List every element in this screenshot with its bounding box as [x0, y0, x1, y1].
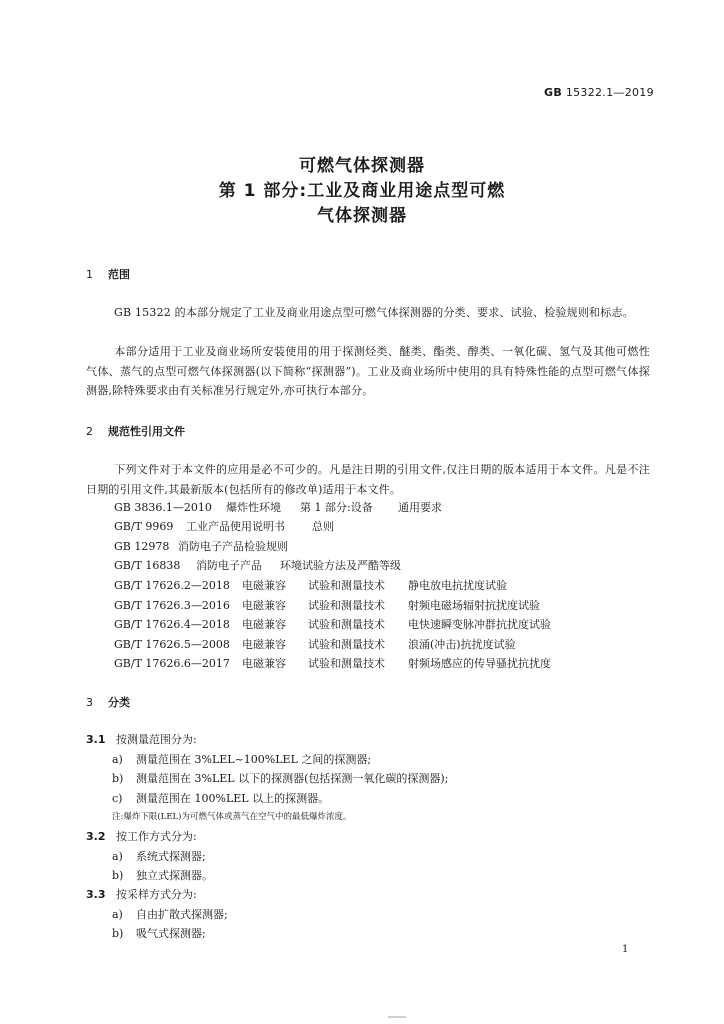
- reference-title-part: 试验和测量技术: [308, 657, 385, 670]
- subsection-text: 按采样方式分为:: [116, 888, 197, 901]
- reference-item: [114, 597, 540, 613]
- subsection-number: 3.2: [86, 830, 106, 843]
- page-number: 1: [622, 944, 629, 955]
- reference-item: [114, 577, 507, 593]
- reference-code: GB/T 17626.4—2018: [114, 618, 230, 631]
- reference-title-part: 电磁兼容: [242, 579, 286, 592]
- subsection-3-2: [86, 828, 197, 844]
- section-1-paragraph-2-text: 本部分适用于工业及商业场所安装使用的用于探测烃类、醚类、酯类、醇类、一氧化碳、氢气及其他可燃性气体、蒸气的点型可燃气体探测器(以下简称“探测器”)。工业及商业场所中使用的具有特殊性能的点型可燃气体探测器,除特殊要求由有关标准另行规定外,亦可执行本部分。: [86, 345, 650, 397]
- list-marker: b): [112, 869, 124, 882]
- reference-code: GB/T 16838: [114, 559, 181, 572]
- reference-title-part: 射频场感应的传导骚扰抗扰度: [408, 657, 551, 670]
- list-marker: b): [112, 772, 124, 785]
- reference-title-part: 试验和测量技术: [308, 579, 385, 592]
- title-line-2: 第 1 部分:工业及商业用途点型可燃: [218, 181, 506, 201]
- list-marker: a): [112, 908, 123, 921]
- list-text: 测量范围在 3%LEL 以下的探测器(包括探测一氧化碳的探测器);: [136, 772, 449, 785]
- reference-title-part: 射频电磁场辐射抗扰度试验: [408, 599, 540, 612]
- standard-prefix: GB: [544, 86, 563, 99]
- standard-number: [544, 86, 654, 99]
- section-1-paragraph-2: [86, 342, 650, 401]
- reference-code: GB/T 17626.3—2016: [114, 599, 230, 612]
- subsection-text: 按测量范围分为:: [116, 733, 197, 746]
- reference-title-part: 电快速瞬变脉冲群抗扰度试验: [408, 618, 551, 631]
- section-3-number: 3: [86, 696, 93, 709]
- subsection-3-1: [86, 731, 197, 747]
- reference-code: GB/T 17626.6—2017: [114, 657, 230, 670]
- reference-title-part: 试验和测量技术: [308, 638, 385, 651]
- list-text: 自由扩散式探测器;: [136, 908, 228, 921]
- reference-title-part: 通用要求: [398, 501, 442, 514]
- reference-item: [114, 616, 551, 632]
- reference-title-part: 工业产品使用说明书: [186, 520, 285, 533]
- section-1-paragraph-1-text: GB 15322 的本部分规定了工业及商业用途点型可燃气体探测器的分类、要求、试验、检验规则和标志。: [114, 306, 634, 319]
- reference-title-part: 总则: [312, 520, 334, 533]
- subsection-number: 3.3: [86, 888, 106, 901]
- reference-code: GB/T 9969: [114, 520, 174, 533]
- list-item: [112, 867, 213, 883]
- list-item: [112, 770, 448, 786]
- subsection-text: 按工作方式分为:: [116, 830, 197, 843]
- reference-title-part: 电磁兼容: [242, 638, 286, 651]
- section-2-paragraph: [86, 460, 650, 499]
- reference-title-part: 试验和测量技术: [308, 618, 385, 631]
- list-item: [112, 790, 329, 806]
- list-text: 测量范围在 100%LEL 以上的探测器。: [136, 792, 330, 805]
- section-2-number: 2: [86, 425, 93, 438]
- reference-title-part: 消防电子产品检验规则: [178, 540, 288, 553]
- reference-code: GB 3836.1—2010: [114, 501, 212, 514]
- title-line-1: 可燃气体探测器: [299, 156, 425, 176]
- reference-title-part: 电磁兼容: [242, 657, 286, 670]
- section-2-paragraph-text: 下列文件对于本文件的应用是必不可少的。凡是注日期的引用文件,仅注日期的版本适用于本文件。凡是不注日期的引用文件,其最新版本(包括所有的修改单)适用于本文件。: [86, 463, 650, 496]
- reference-item: [114, 518, 334, 534]
- list-text: 吸气式探测器;: [136, 927, 206, 940]
- list-marker: c): [112, 792, 123, 805]
- section-2-heading: [86, 423, 185, 439]
- section-3-title: 分类: [108, 696, 130, 709]
- list-item: [112, 906, 228, 922]
- reference-code: GB/T 17626.2—2018: [114, 579, 230, 592]
- list-item: [112, 751, 371, 767]
- section-1-number: 1: [86, 268, 93, 281]
- reference-title-part: 消防电子产品: [196, 559, 262, 572]
- reference-title-part: 电磁兼容: [242, 599, 286, 612]
- section-1-title: 范围: [108, 268, 130, 281]
- reference-item: [114, 538, 288, 554]
- section-1-heading: [86, 266, 130, 282]
- title-line-3: 气体探测器: [317, 206, 407, 226]
- standard-code: 15322.1—2019: [565, 86, 654, 99]
- reference-title-part: 第 1 部分:设备: [300, 501, 373, 514]
- reference-item: [114, 655, 551, 671]
- reference-title-part: 环境试验方法及严酷等级: [280, 559, 401, 572]
- reference-code: GB/T 17626.5—2008: [114, 638, 230, 651]
- list-marker: b): [112, 927, 124, 940]
- list-marker: a): [112, 850, 123, 863]
- list-text: 独立式探测器。: [136, 869, 213, 882]
- reference-item: [114, 499, 442, 515]
- section-2-title: 规范性引用文件: [108, 425, 185, 438]
- reference-title-part: 静电放电抗扰度试验: [408, 579, 507, 592]
- list-item: [112, 848, 206, 864]
- section-1-paragraph-1: [86, 303, 650, 323]
- list-text: 测量范围在 3%LEL~100%LEL 之间的探测器;: [136, 753, 372, 766]
- list-text: 系统式探测器;: [136, 850, 206, 863]
- reference-item: [114, 557, 401, 573]
- list-item: [112, 925, 206, 941]
- reference-title-part: 试验和测量技术: [308, 599, 385, 612]
- reference-title-part: 浪涌(冲击)抗扰度试验: [408, 638, 516, 651]
- subsection-number: 3.1: [86, 733, 106, 746]
- reference-code: GB 12978: [114, 540, 170, 553]
- subsection-3-3: [86, 886, 197, 902]
- scan-mark: [388, 1016, 406, 1018]
- reference-title-part: 电磁兼容: [242, 618, 286, 631]
- note: 注:爆炸下限(LEL)为可燃气体或蒸气在空气中的最低爆炸浓度。: [112, 812, 352, 822]
- reference-title-part: 爆炸性环境: [226, 501, 281, 514]
- reference-item: [114, 636, 516, 652]
- section-3-heading: [86, 694, 130, 710]
- list-marker: a): [112, 753, 123, 766]
